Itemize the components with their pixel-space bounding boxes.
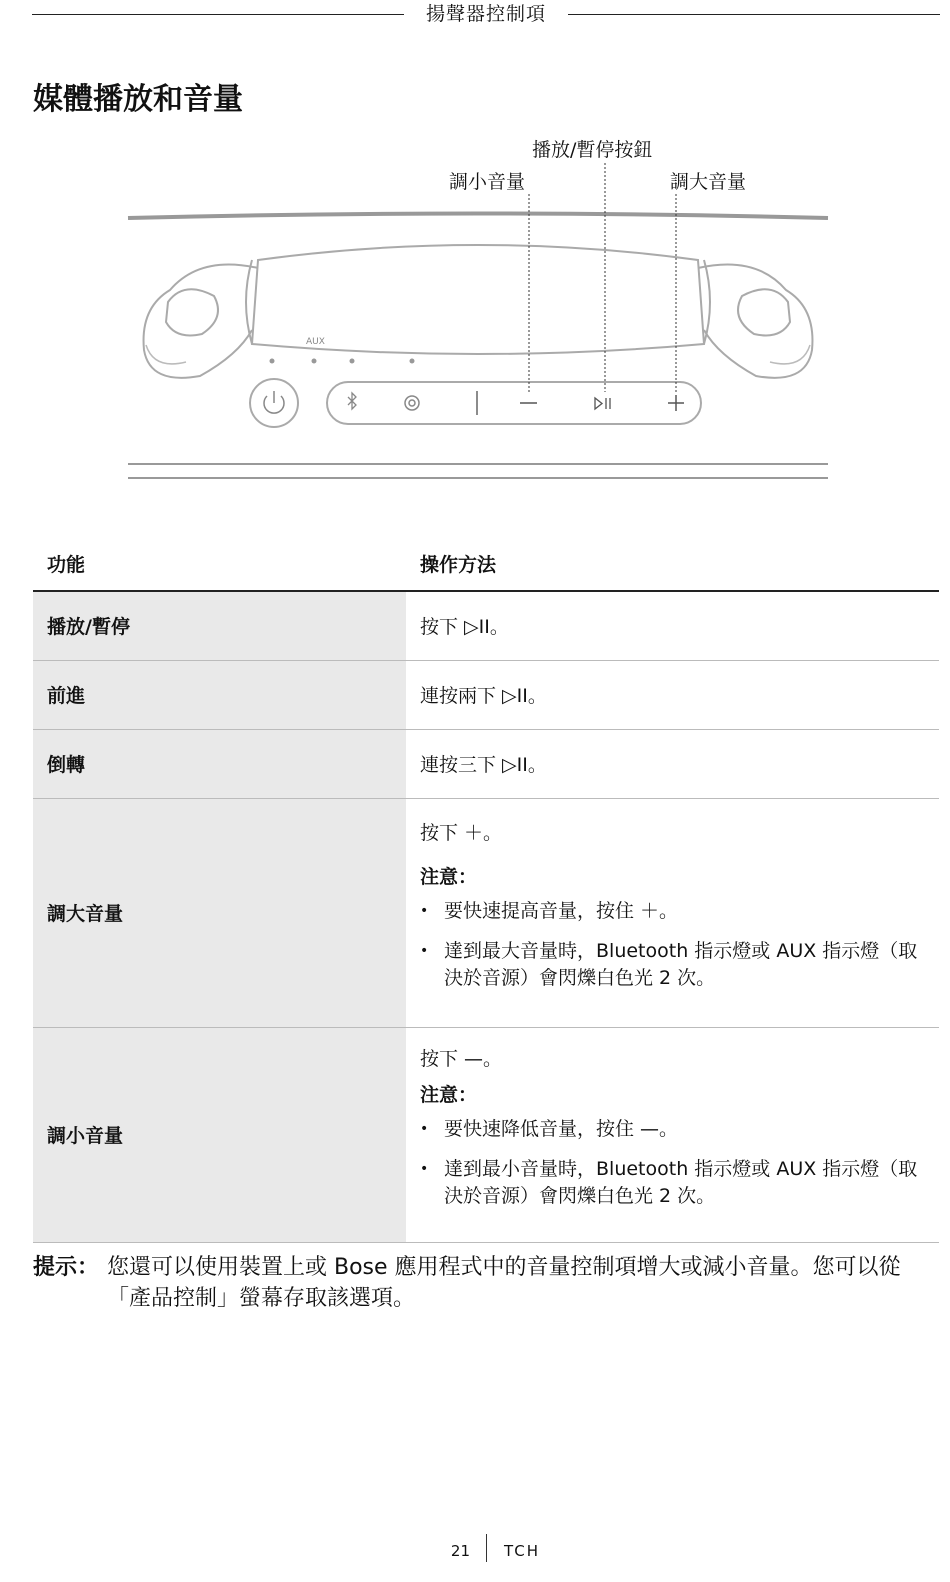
note-list	[420, 898, 925, 992]
note-bullet: • 達到最小音量時，Bluetooth 指示燈或 AUX 指示燈（取決於音源）會閃爍白色光 2 次。	[420, 1156, 925, 1210]
header-rule-right	[568, 14, 940, 15]
speaker-illustration	[0, 130, 950, 490]
tip	[33, 1252, 939, 1314]
note-bullet: • 要快速降低音量，按住 —。	[420, 1116, 925, 1143]
note-list	[420, 1116, 925, 1210]
tip-text: 您還可以使用裝置上或 Bose 應用程式中的音量控制項增大或減小音量。您可以從「產品控制」螢幕存取該選項。	[107, 1255, 901, 1311]
header-action: 操作方法	[406, 540, 939, 591]
page-header	[32, 0, 940, 28]
page-number: 21	[450, 1542, 470, 1560]
header-function: 功能	[33, 540, 406, 591]
note-label: 注意：	[420, 1084, 478, 1106]
row-function: 倒轉	[33, 729, 406, 798]
note-bullet: • 達到最大音量時，Bluetooth 指示燈或 AUX 指示燈（取決於音源）會閃爍白色光 2 次。	[420, 938, 925, 992]
table-row	[33, 729, 939, 798]
header-rule-left	[32, 14, 404, 15]
table-row	[33, 591, 939, 660]
callout-volume-down: 調小音量	[449, 171, 526, 193]
aux-label: AUX	[306, 337, 325, 347]
table-header-row	[33, 540, 939, 591]
note-bullet: • 要快速提高音量，按住 ＋。	[420, 898, 925, 925]
table-row	[33, 1027, 939, 1242]
speaker-diagram	[0, 130, 950, 490]
row-action: 連按三下 ▷II。	[406, 729, 939, 798]
row-function: 調小音量	[33, 1027, 406, 1242]
footer-divider	[486, 1534, 487, 1562]
row-function: 前進	[33, 660, 406, 729]
row-action: 連按兩下 ▷II。	[406, 660, 939, 729]
row-action-cell	[406, 1027, 939, 1242]
header-title: 揚聲器控制項	[425, 3, 546, 25]
row-action: 按下 ▷II。	[406, 591, 939, 660]
control-panel	[327, 382, 701, 424]
language-code: TCH	[504, 1542, 541, 1560]
row-function: 調大音量	[33, 798, 406, 1027]
row-function: 播放/暫停	[33, 591, 406, 660]
row-action: 按下 ＋。	[420, 822, 503, 844]
row-action-cell	[406, 798, 939, 1027]
section-title: 媒體播放和音量	[33, 82, 243, 117]
function-table	[33, 540, 939, 1243]
row-action: 按下 —。	[420, 1048, 503, 1070]
table-row	[33, 660, 939, 729]
callout-play-pause: 播放/暫停按鈕	[532, 139, 653, 161]
tip-label: 提示：	[33, 1255, 100, 1280]
note-label: 注意：	[420, 866, 478, 888]
callout-volume-up: 調大音量	[670, 171, 747, 193]
table-row	[33, 798, 939, 1027]
